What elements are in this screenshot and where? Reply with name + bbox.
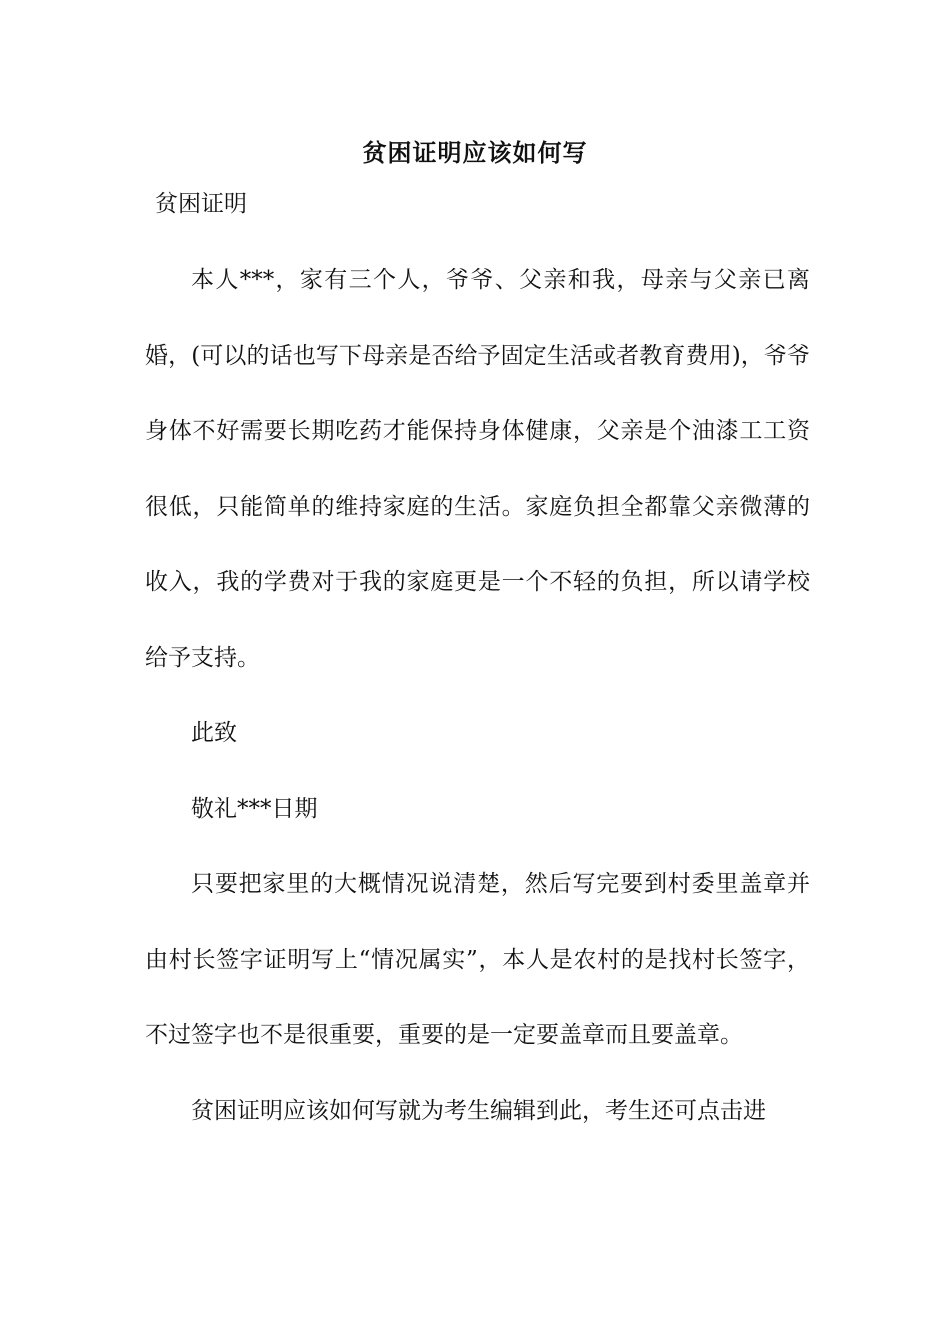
document-title: 贫困证明应该如何写 <box>362 138 588 167</box>
paragraph-closing: 敬礼***日期 <box>191 795 318 822</box>
paragraph-instructions: 只要把家里的大概情况说清楚，然后写完要到村委里盖章并由村长签字证明写上“情况属实”，本人是农村的是找村长签字，不过签字也不是很重要，重要的是一定要盖章而且要盖章。 <box>145 871 810 1048</box>
paragraph-ending: 贫困证明应该如何写就为考生编辑到此，考生还可点击进 <box>191 1097 766 1124</box>
paragraph-salutation: 此致 <box>191 720 237 746</box>
document-body <box>145 243 810 1149</box>
document-subheading: 贫困证明 <box>155 191 247 217</box>
paragraph-statement: 本人***，家有三个人，爷爷、父亲和我，母亲与父亲已离婚，(可以的话也写下母亲是否给予固定生活或者教育费用)，爷爷身体不好需要长期吃药才能保持身体健康，父亲是个油漆工工资很低，只能简单的维持家庭的生活。家庭负担全都靠父亲微薄的收入，我的学费对于我的家庭更是一个不轻的负担，所以请学校给予支持。 <box>145 267 810 671</box>
